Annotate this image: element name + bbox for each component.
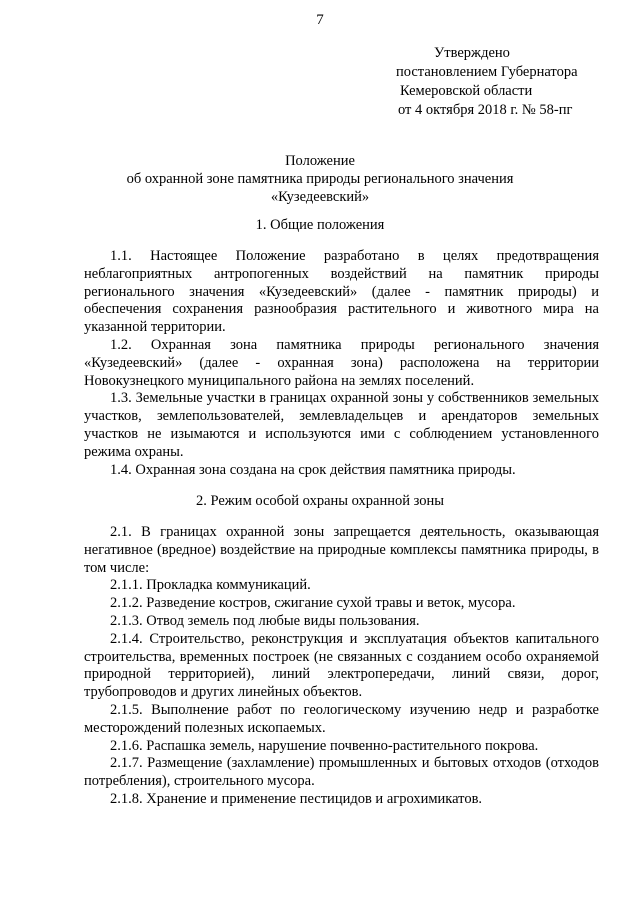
document-title <box>0 152 640 206</box>
approval-line: постановлением Губернатора <box>396 64 578 80</box>
paragraph: 2.1.1. Прокладка коммуникаций. <box>110 577 311 594</box>
paragraph: 2.1.3. Отвод земель под любые виды пользования. <box>110 612 420 629</box>
paragraph: 2.1. В границах охранной зоны запрещается деятельность, оказывающая негативное (вредное) воздействие на природные комплексы памятника природы, в том числе: <box>84 524 599 576</box>
paragraph: 1.4. Охранная зона создана на срок действия памятника природы. <box>110 461 516 478</box>
approval-line: Кемеровской области <box>400 83 533 99</box>
title-line: об охранной зоне памятника природы регионального значения <box>126 171 514 187</box>
title-line: «Кузедеевский» <box>270 189 370 205</box>
section-body <box>84 248 599 479</box>
section-body <box>84 524 599 809</box>
section-heading: 2. Режим особой охраны охранной зоны <box>195 493 445 509</box>
paragraph: 1.2. Охранная зона памятника природы регионального значения «Кузедеевский» (далее - охранная зона) расположена на территории Новокузнецкого муниципального района на землях поселений. <box>84 336 599 389</box>
paragraph: 2.1.2. Разведение костров, сжигание сухой травы и веток, мусора. <box>110 595 516 612</box>
paragraph: 2.1.7. Размещение (захламление) промышленных и бытовых отходов (отходов потребления), строительного мусора. <box>84 755 599 790</box>
page-number: 7 <box>316 12 324 28</box>
approval-line: Утверждено <box>434 45 510 61</box>
approval-stamp <box>384 44 604 120</box>
approval-line: от 4 октября 2018 г. № 58-пг <box>398 102 573 118</box>
title-line: Положение <box>285 153 355 169</box>
paragraph: 2.1.4. Строительство, реконструкция и эксплуатация объектов капитального строительства, временных построек (не связанных с созданием особо охраняемой природной территорией), линий электропередачи, линий связи, дорог, трубопроводов и других линейных объектов. <box>84 630 599 701</box>
paragraph: 2.1.6. Распашка земель, нарушение почвенно-растительного покрова. <box>110 737 539 754</box>
paragraph: 2.1.5. Выполнение работ по геологическому изучению недр и разработке месторождений полезных ископаемых. <box>84 701 599 736</box>
paragraph: 1.1. Настоящее Положение разработано в целях предотвращения неблагоприятных антропогенных воздействий на памятник природы регионального значения «Кузедеевский» (далее - памятник природы) и обеспечения сохранения разнообразия растительного и животного мира на указанной территории. <box>84 248 599 336</box>
paragraph: 1.3. Земельные участки в границах охранной зоны у собственников земельных участков, землепользователей, землевладельцев и арендаторов земельных участков не изымаются и используются ими с соблюдением установленного режима охраны. <box>84 390 599 460</box>
paragraph: 2.1.8. Хранение и применение пестицидов и агрохимикатов. <box>110 790 483 807</box>
section-heading: 1. Общие положения <box>255 217 385 233</box>
